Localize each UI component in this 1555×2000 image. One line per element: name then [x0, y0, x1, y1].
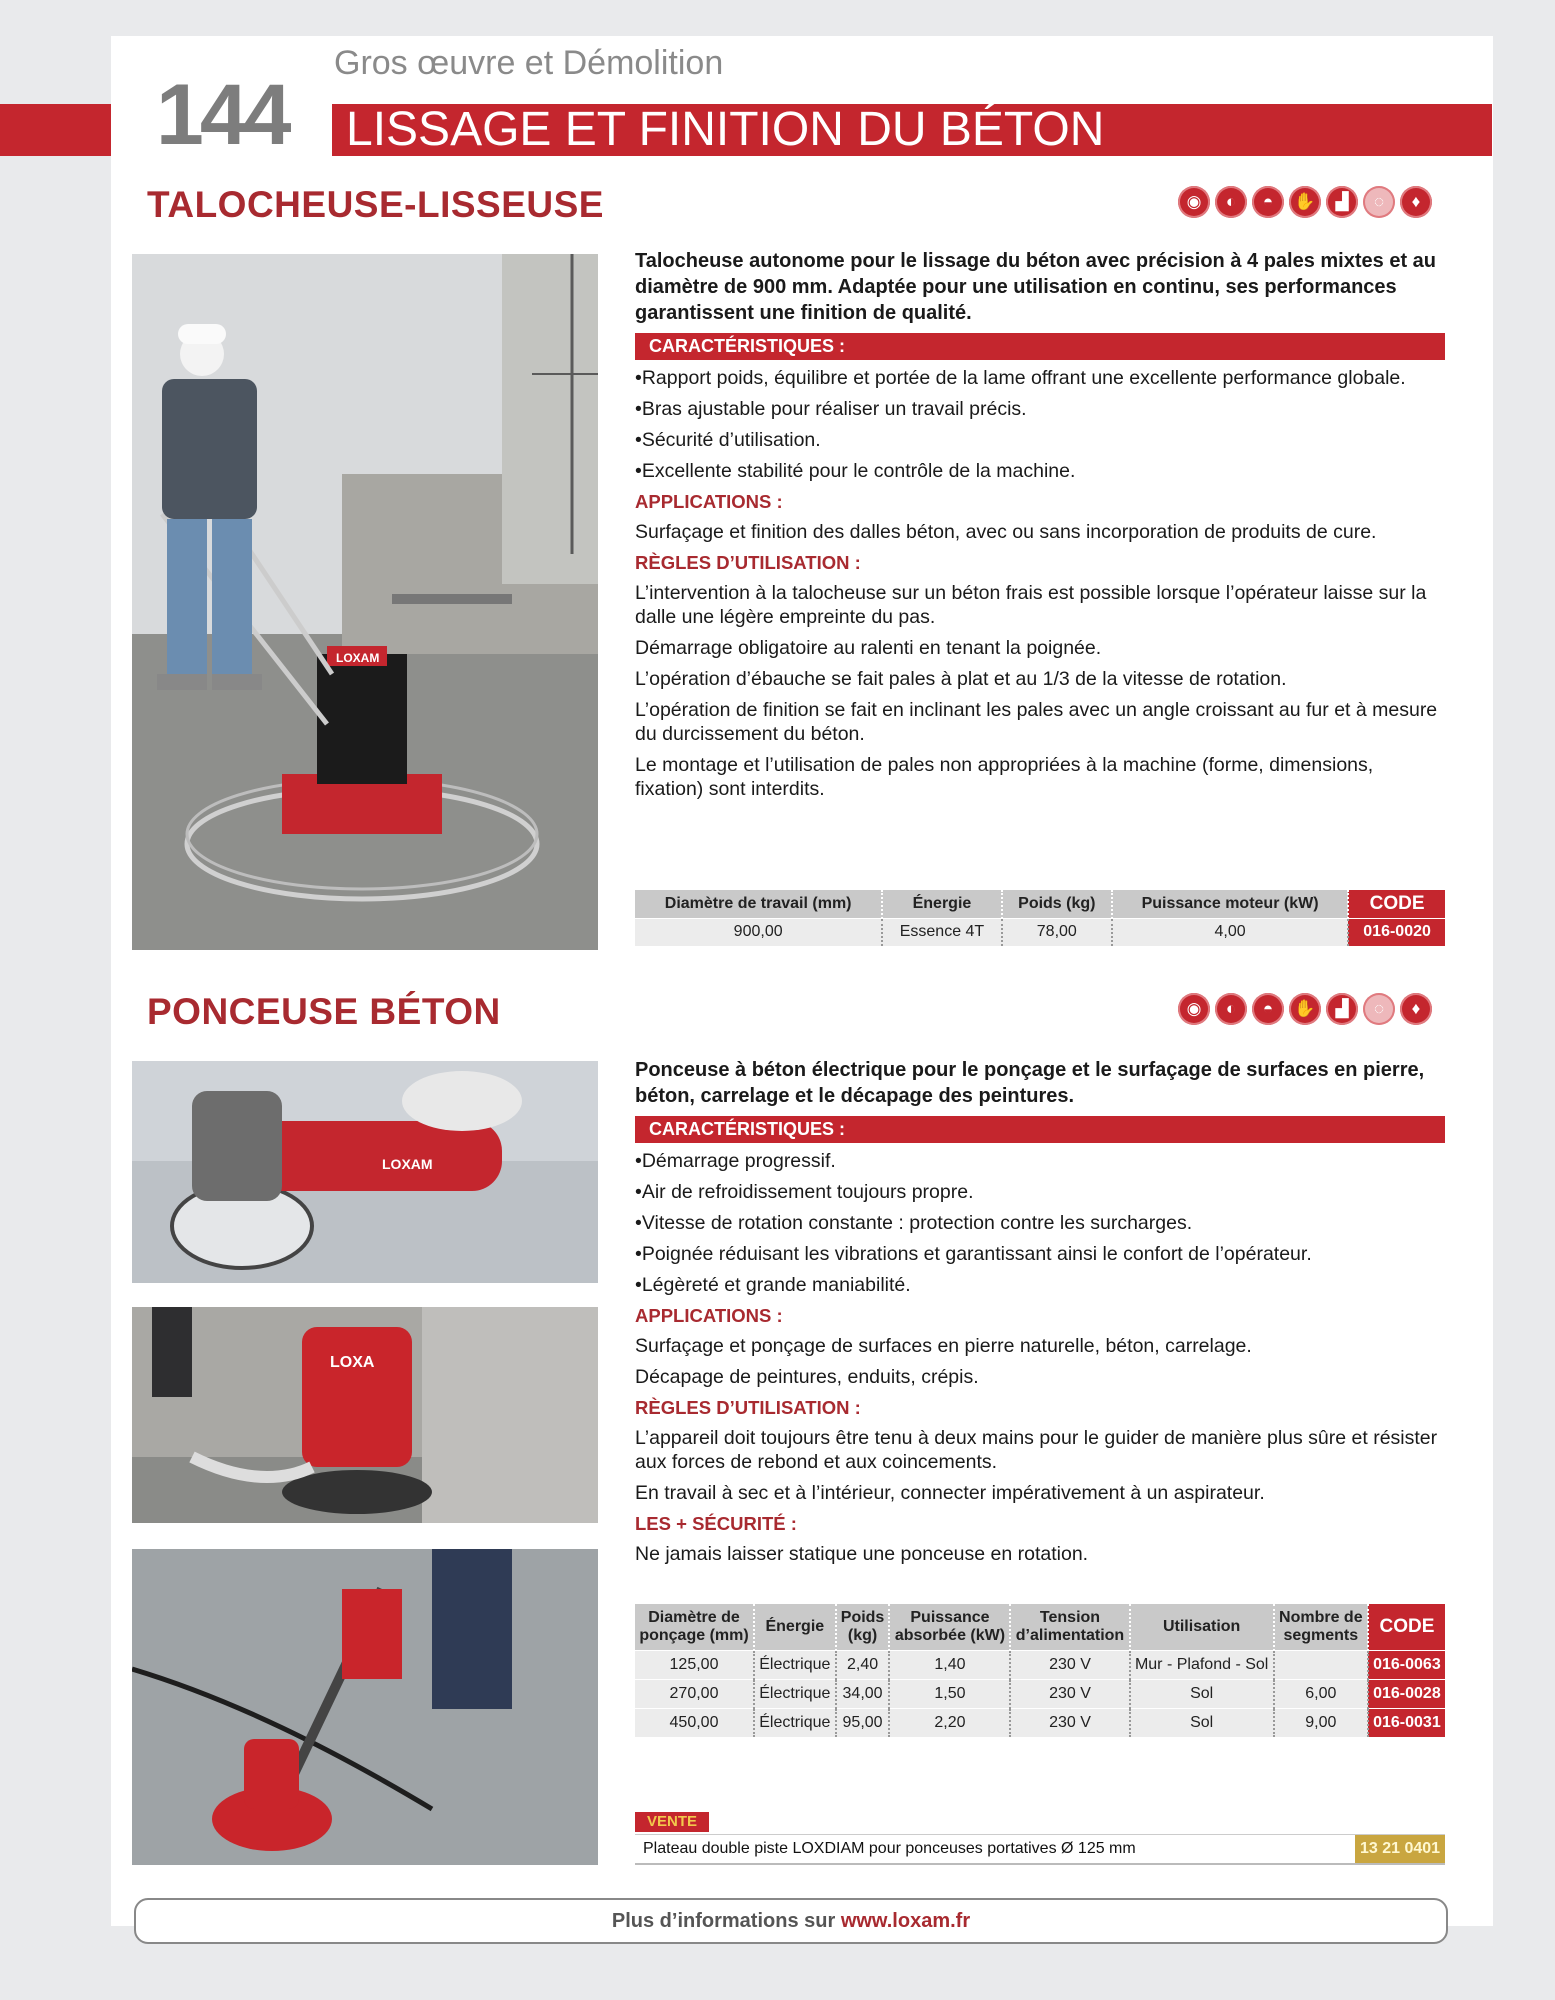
photo2-brand: LOXAM [382, 1156, 433, 1172]
product1-characteristics-list [635, 366, 1445, 483]
title-banner [332, 104, 1492, 156]
product1-description [635, 248, 1445, 808]
col-header [635, 1604, 754, 1650]
product1-rule: Démarrage obligatoire au ralenti en tenant la poignée. [635, 637, 1102, 659]
cell: 95,00 [836, 1708, 890, 1737]
vente-row [635, 1834, 1445, 1865]
list-item: • Rapport poids, équilibre et portée de la lame offrant une excellente performance globale. [635, 366, 1445, 390]
page-number: 144 [156, 67, 288, 163]
product1-lead: Talocheuse autonome pour le lissage du béton avec précision à 4 pales mixtes et au diamètre de 900 mm. Adaptée pour une utilisation en continu, ses performances garantissent une finition de qualité. [635, 250, 1436, 324]
cell: 4,00 [1112, 918, 1348, 946]
helmet-icon: ◓ [1252, 993, 1284, 1025]
product2-rule: En travail à sec et à l’intérieur, connecter impérativement à un aspirateur. [635, 1482, 1265, 1504]
cell: Sol [1130, 1679, 1274, 1708]
cell: 78,00 [1002, 918, 1112, 946]
product2-description [635, 1057, 1445, 1573]
product2-spec-table [635, 1604, 1445, 1737]
product1-spec-table [635, 890, 1445, 946]
table-row [635, 1650, 1445, 1679]
list-item: • Air de refroidissement toujours propre. [635, 1180, 1445, 1204]
list-item: • Sécurité d’utilisation. [635, 428, 1445, 452]
footer-link[interactable]: www.loxam.fr [840, 1910, 971, 1932]
col-header [836, 1604, 890, 1650]
product1-rules-header: RÈGLES D’UTILISATION : [635, 552, 861, 573]
col-header [754, 1604, 836, 1650]
product2-application: Décapage de peintures, enduits, crépis. [635, 1366, 979, 1388]
table-header-row [635, 1604, 1445, 1650]
product2-safety-icons [1178, 993, 1432, 1025]
cell: Sol [1130, 1708, 1274, 1737]
col-header-line: Poids [840, 1608, 885, 1626]
col-header-code: CODE [1348, 890, 1445, 918]
cell: 270,00 [635, 1679, 754, 1708]
photo-floor-grinder-large [132, 1549, 598, 1865]
product1-characteristics-header: CARACTÉRISTIQUES : [635, 333, 1445, 360]
product2-security: Ne jamais laisser statique une ponceuse en rotation. [635, 1543, 1089, 1565]
col-header-line: ponçage (mm) [639, 1626, 749, 1644]
cell: Électrique [754, 1650, 836, 1679]
cell: 6,00 [1274, 1679, 1368, 1708]
cell: 2,40 [836, 1650, 890, 1679]
col-header [1130, 1604, 1274, 1650]
product1-title: TALOCHEUSE-LISSEUSE [147, 184, 604, 225]
col-header-line: d’alimentation [1015, 1626, 1125, 1644]
vente-label: VENTE [635, 1812, 709, 1832]
list-item: • Excellente stabilité pour le contrôle de la machine. [635, 459, 1445, 483]
vente-item: Plateau double piste LOXDIAM pour ponceuses portatives Ø 125 mm [643, 1840, 1136, 1857]
col-header: Diamètre de travail (mm) [635, 890, 882, 918]
col-header-line: Nombre de [1279, 1608, 1363, 1626]
left-red-band [0, 104, 111, 156]
col-header-line: Puissance [910, 1608, 990, 1626]
col-header [889, 1604, 1010, 1650]
product-code: 016-0020 [1348, 918, 1445, 946]
list-item: • Bras ajustable pour réaliser un travail précis. [635, 397, 1445, 421]
section-title: Gros œuvre et Démolition [334, 44, 724, 82]
product-code: 016-0028 [1368, 1679, 1445, 1708]
col-header-line: Diamètre de [648, 1608, 740, 1626]
vente-code: 13 21 0401 [1355, 1835, 1445, 1863]
vest-icon: ♦ [1400, 993, 1432, 1025]
product2-applications-header: APPLICATIONS : [635, 1305, 783, 1326]
product-code: 016-0031 [1368, 1708, 1445, 1737]
list-item: • Légèreté et grande maniabilité. [635, 1273, 1445, 1297]
col-header-line: Utilisation [1162, 1617, 1241, 1635]
product1-rule: L’opération d’ébauche se fait pales à plat et au 1/3 de la vitesse de rotation. [635, 668, 1287, 690]
cell: 230 V [1010, 1679, 1129, 1708]
col-header: Puissance moteur (kW) [1112, 890, 1348, 918]
col-header: Poids (kg) [1002, 890, 1112, 918]
gloves-icon: ✋ [1289, 186, 1321, 218]
vest-icon: ♦ [1400, 186, 1432, 218]
product2-title: PONCEUSE BÉTON [147, 991, 501, 1032]
helmet-icon: ◓ [1252, 186, 1284, 218]
footer-prefix: Plus d’informations sur [611, 1910, 836, 1932]
col-header-code: CODE [1368, 1604, 1445, 1650]
product1-safety-icons [1178, 186, 1432, 218]
product1-rule: Le montage et l’utilisation de pales non appropriées à la machine (forme, dimensions, fixation) sont interdits. [635, 754, 1374, 800]
cell: 34,00 [836, 1679, 890, 1708]
list-item: • Vitesse de rotation constante : protection contre les surcharges. [635, 1211, 1445, 1235]
boots-icon: ▟ [1326, 993, 1358, 1025]
cell: 9,00 [1274, 1708, 1368, 1737]
product-code: 016-0063 [1368, 1650, 1445, 1679]
ear-protection-icon: ◐ [1215, 186, 1247, 218]
table-row [635, 1708, 1445, 1737]
cell: Essence 4T [882, 918, 1001, 946]
cell: 125,00 [635, 1650, 754, 1679]
page-title: LISSAGE ET FINITION DU BÉTON [346, 103, 1105, 156]
list-item: • Poignée réduisant les vibrations et garantissant ainsi le confort de l’opérateur. [635, 1242, 1445, 1266]
glasses-icon: ◉ [1178, 186, 1210, 218]
photo1-brand: LOXAM [336, 651, 380, 665]
photo-hand-grinder [132, 1061, 598, 1283]
photo-floor-grinder-small [132, 1307, 598, 1523]
product2-characteristics-header: CARACTÉRISTIQUES : [635, 1116, 1445, 1143]
mask-icon: ◌ [1363, 993, 1395, 1025]
cell: 230 V [1010, 1708, 1129, 1737]
cell: 1,40 [889, 1650, 1010, 1679]
cell [1274, 1650, 1368, 1679]
col-header: Énergie [882, 890, 1001, 918]
cell: 2,20 [889, 1708, 1010, 1737]
cell: 900,00 [635, 918, 882, 946]
photo3-brand: LOXA [330, 1354, 375, 1371]
list-item: • Démarrage progressif. [635, 1149, 1445, 1173]
footer-info [134, 1898, 1448, 1944]
photo-power-trowel [132, 254, 598, 950]
cell: 1,50 [889, 1679, 1010, 1708]
product1-applications-header: APPLICATIONS : [635, 491, 783, 512]
cell: Électrique [754, 1679, 836, 1708]
table-header-row [635, 890, 1445, 918]
col-header [1010, 1604, 1129, 1650]
cell: Électrique [754, 1708, 836, 1737]
product1-rule: L’opération de finition se fait en inclinant les pales avec un angle croissant au fur et à mesure du durcissement du béton. [635, 699, 1438, 745]
col-header-line: Énergie [765, 1617, 825, 1635]
product2-application: Surfaçage et ponçage de surfaces en pierre naturelle, béton, carrelage. [635, 1335, 1252, 1357]
col-header-line: (kg) [847, 1626, 878, 1644]
glasses-icon: ◉ [1178, 993, 1210, 1025]
product2-characteristics-list [635, 1149, 1445, 1297]
col-header-line: segments [1283, 1626, 1359, 1644]
product2-security-header: LES + SÉCURITÉ : [635, 1513, 797, 1534]
col-header [1274, 1604, 1368, 1650]
mask-icon: ◌ [1363, 186, 1395, 218]
table-row [635, 1679, 1445, 1708]
product1-application: Surfaçage et finition des dalles béton, avec ou sans incorporation de produits de cure. [635, 521, 1377, 543]
cell: Mur - Plafond - Sol [1130, 1650, 1274, 1679]
table-row [635, 918, 1445, 946]
cell: 450,00 [635, 1708, 754, 1737]
product1-rule: L’intervention à la talocheuse sur un béton frais est possible lorsque l’opérateur laisse sur la dalle une légère empreinte du pas. [635, 582, 1427, 628]
ear-protection-icon: ◐ [1215, 993, 1247, 1025]
col-header-line: absorbée (kW) [894, 1626, 1006, 1644]
col-header-line: Tension [1039, 1608, 1101, 1626]
boots-icon: ▟ [1326, 186, 1358, 218]
product2-rules-header: RÈGLES D’UTILISATION : [635, 1397, 861, 1418]
cell: 230 V [1010, 1650, 1129, 1679]
product2-rule: L’appareil doit toujours être tenu à deux mains pour le guider de manière plus sûre et résister aux forces de rebond et aux coincements. [635, 1427, 1438, 1473]
product2-lead: Ponceuse à béton électrique pour le ponçage et le surfaçage de surfaces en pierre, béton, carrelage et le décapage des peintures. [635, 1059, 1425, 1107]
gloves-icon: ✋ [1289, 993, 1321, 1025]
